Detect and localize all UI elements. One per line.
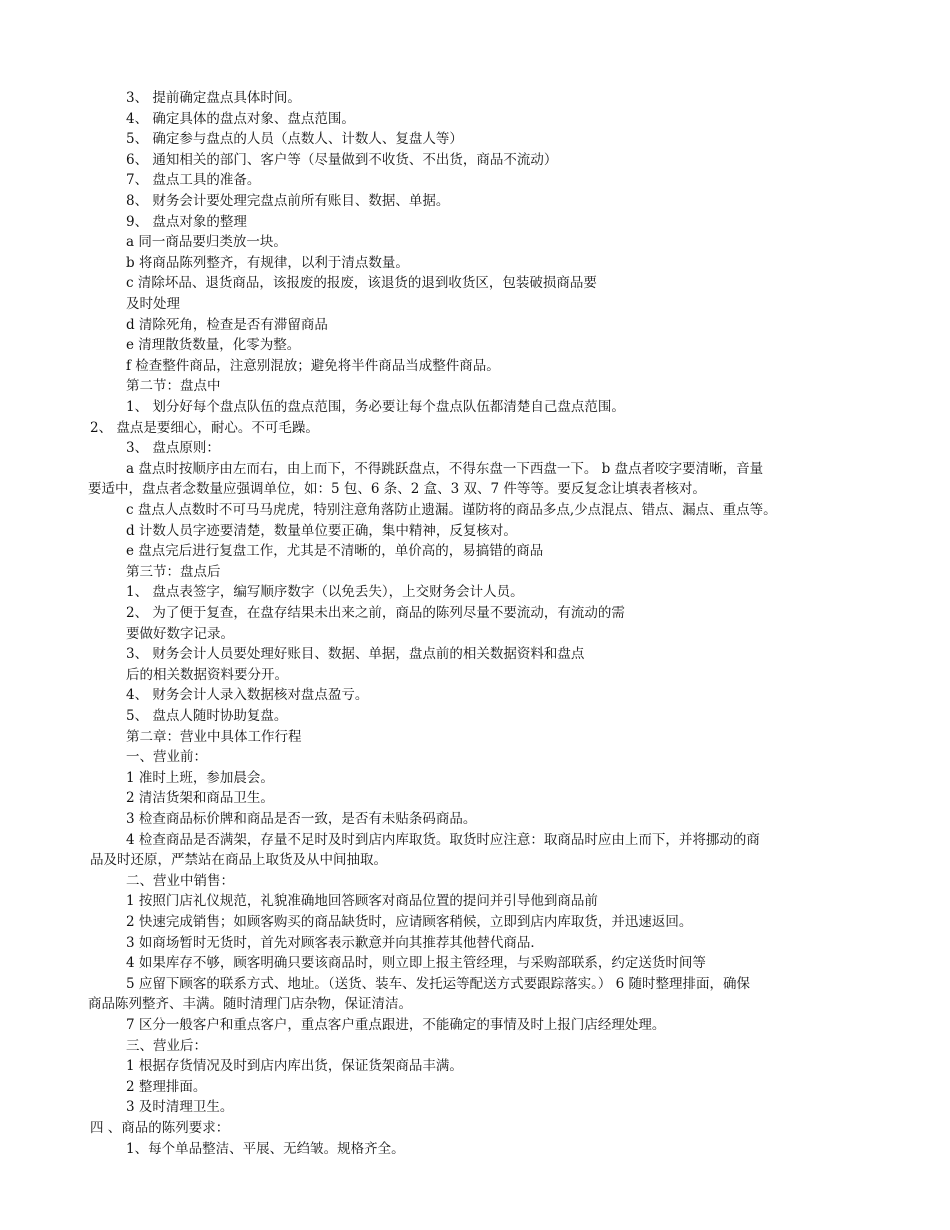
text-line: 2、 盘点是要细心，耐心。不可毛躁。	[90, 420, 319, 436]
text-line: 5、 盘点人随时协助复盘。	[126, 708, 288, 724]
text-line: 9、 盘点对象的整理	[126, 214, 247, 230]
text-line: 2、 为了便于复查，在盘存结果未出来之前，商品的陈列尽量不要流动，有流动的需	[126, 605, 625, 621]
text-line: 商品陈列整齐、丰满。随时清理门店杂物，保证清洁。	[88, 996, 412, 1012]
text-line: 1 根据存货情况及时到店内库出货，保证货架商品丰满。	[126, 1058, 463, 1074]
text-line: 1、 盘点表签字，编写顺序数字（以免丢失），上交财务会计人员。	[126, 584, 524, 600]
text-line: 第二节：盘点中	[126, 378, 221, 394]
text-line: 7 区分一般客户和重点客户，重点客户重点跟进，不能确定的事情及时上报门店经理处理。	[126, 1017, 666, 1033]
text-line: 要做好数字记录。	[126, 626, 234, 642]
text-line: 2 整理排面。	[126, 1079, 207, 1095]
text-line: 3 及时清理卫生。	[126, 1099, 234, 1115]
text-line: 1 准时上班，参加晨会。	[126, 770, 274, 786]
text-line: 三、营业后：	[126, 1038, 207, 1054]
text-line: 后的相关数据资料要分开。	[126, 667, 288, 683]
text-line: c 盘点人点数时不可马马虎虎，特别注意角落防止遗漏。谨防将的商品多点,少点混点、错点、漏点、重点等。	[126, 502, 777, 518]
text-line: 二、营业中销售：	[126, 873, 234, 889]
text-line: 4 检查商品是否满架，存量不足时及时到店内库取货。取货时应注意：取商品时应由上而下，并将挪动的商	[126, 832, 760, 848]
text-line: f 检查整件商品，注意别混放；避免将半件商品当成整件商品。	[126, 358, 500, 374]
text-line: 8、 财务会计要处理完盘点前所有账目、数据、单据。	[126, 193, 450, 209]
text-line: 3、 盘点原则：	[126, 440, 220, 456]
text-line: 3 如商场暂时无货时，首先对顾客表示歉意并向其推荐其他替代商品．	[126, 935, 544, 951]
text-line: 第二章：营业中具体工作行程	[126, 729, 302, 745]
text-line: 1、每个单品整洁、平展、无绉皱。规格齐全。	[126, 1141, 405, 1157]
text-line: 5、 确定参与盘点的人员（点数人、计数人、复盘人等）	[126, 131, 463, 147]
text-line: 3 检查商品标价牌和商品是否一致，是否有未贴条码商品。	[126, 811, 477, 827]
text-line: 第三节：盘点后	[126, 564, 221, 580]
text-line: e 盘点完后进行复盘工作，尤其是不清晰的，单价高的，易搞错的商品	[126, 543, 544, 559]
text-line: 1、 划分好每个盘点队伍的盘点范围，务必要让每个盘点队伍都清楚自己盘点范围。	[126, 399, 625, 415]
text-line: b 将商品陈列整齐，有规律，以利于清点数量。	[126, 255, 409, 271]
text-line: 四 、商品的陈列要求：	[90, 1120, 230, 1136]
text-line: 5 应留下顾客的联系方式、地址。（送货、装车、发托运等配送方式要跟踪落实。） 6 随时整理排面，确保	[126, 976, 751, 992]
text-line: a 同一商品要归类放一块。	[126, 234, 287, 250]
text-line: 2 清洁货架和商品卫生。	[126, 790, 274, 806]
text-line: c 清除坏品、退货商品，该报废的报废，该退货的退到收货区，包装破损商品要	[126, 275, 597, 291]
text-line: 7、 盘点工具的准备。	[126, 172, 261, 188]
text-line: 2 快速完成销售；如顾客购买的商品缺货时，应请顾客稍候，立即到店内库取货，并迅速返回。	[126, 914, 693, 930]
text-line: 要适中，盘点者念数量应强调单位，如：5 包、6 条、2 盒、3 双、7 件等等。要反复念让填表者核对。	[88, 481, 706, 497]
text-line: 及时处理	[126, 296, 180, 312]
text-line: e 清理散货数量，化零为整。	[126, 337, 301, 353]
text-line: 3、 财务会计人员要处理好账目、数据、单据，盘点前的相关数据资料和盘点	[126, 646, 585, 662]
text-line: 6、 通知相关的部门、客户等（尽量做到不收货、不出货，商品不流动）	[126, 152, 558, 168]
text-line: 4、 财务会计人录入数据核对盘点盈亏。	[126, 687, 369, 703]
text-line: 一、营业前：	[126, 749, 207, 765]
text-line: 4、 确定具体的盘点对象、盘点范围。	[126, 111, 355, 127]
text-line: 3、 提前确定盘点具体时间。	[126, 90, 301, 106]
text-line: a 盘点时按顺序由左而右，由上而下，不得跳跃盘点，不得东盘一下西盘一下。 b 盘点者咬字要清晰，音量	[126, 461, 764, 477]
text-line: 1 按照门店礼仪规范，礼貌准确地回答顾客对商品位置的提问并引导他到商品前	[126, 893, 598, 909]
text-line: 4 如果库存不够，顾客明确只要该商品时，则立即上报主管经理，与采购部联系，约定送货时间等	[126, 955, 706, 971]
text-line: 品及时还原，严禁站在商品上取货及从中间抽取。	[90, 852, 387, 868]
text-line: d 计数人员字迹要清楚，数量单位要正确，集中精神，反复核对。	[126, 523, 517, 539]
text-line: d 清除死角，检查是否有滞留商品	[126, 317, 328, 333]
